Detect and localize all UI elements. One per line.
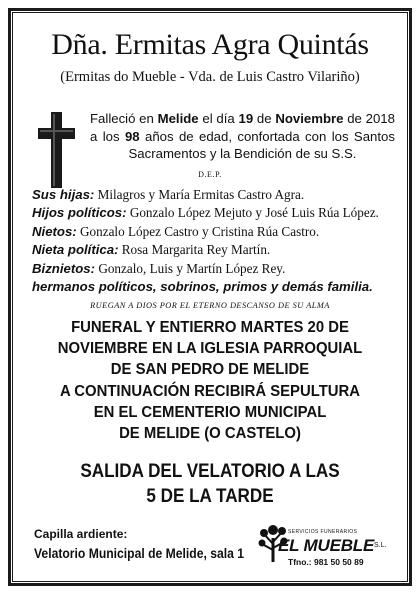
deceased-name: Dña. Ermitas Agra Quintás xyxy=(51,28,369,61)
logo-tagline: SERVICIOS FUNERARIOS xyxy=(288,529,358,535)
funeral-line: EN EL CEMENTERIO MUNICIPAL xyxy=(93,403,327,421)
family-line-hijas: Sus hijas: Milagros y María Ermitas Castro Agra. xyxy=(32,187,305,202)
family-line-nieta-politica: Nieta política: Rosa Margarita Rey Martín. xyxy=(32,242,271,258)
family-line-nietos: Nietos: Gonzalo López Castro y Cristina Rúa Castro. xyxy=(32,223,320,239)
logo-name: EL MUEBLE xyxy=(278,536,375,555)
death-place: Melide xyxy=(157,111,199,126)
chapel-label: Capilla ardiente: xyxy=(34,527,128,541)
salida-line: 5 DE LA TARDE xyxy=(146,486,274,507)
funeral-line: NOVIEMBRE EN LA IGLESIA PARROQUIAL xyxy=(57,340,363,358)
salida-line: SALIDA DEL VELATORIO A LAS xyxy=(80,461,340,482)
family-line-biznietos: Biznietos: Gonzalo, Luis y Martín López Rey. xyxy=(32,260,286,276)
family-line-hijos-politicos: Hijos políticos: Gonzalo López Mejuto y José Luis Rúa López. xyxy=(32,205,379,221)
funeral-line: A CONTINUACIÓN RECIBIRÁ SEPULTURA xyxy=(59,382,361,400)
logo-suffix: S.L. xyxy=(374,542,387,549)
funeral-line: DE SAN PEDRO DE MELIDE xyxy=(110,361,310,379)
death-month: Noviembre xyxy=(275,111,344,126)
salida-block xyxy=(21,459,399,509)
family-list xyxy=(32,186,402,296)
deceased-alias: (Ermitas do Mueble - Vda. de Luis Castro Vilariño) xyxy=(60,69,360,85)
funeral-home-logo xyxy=(258,520,408,570)
funeral-line: DE MELIDE (O CASTELO) xyxy=(119,425,301,443)
death-notice-text: Falleció en Melide el día 19 de Noviembre de 2018 a los 98 años de edad, confortada con los Santos Sacramentos y la Bendición de su S.S. xyxy=(90,111,395,161)
funeral-line: FUNERAL Y ENTIERRO MARTES 20 DE xyxy=(71,319,349,336)
logo-phone: Tfno.: 981 50 50 89 xyxy=(288,557,364,567)
age: 98 xyxy=(124,128,140,144)
family-line-others: hermanos políticos, sobrinos, primos y demás familia. xyxy=(32,279,373,295)
prayer-text: RUEGAN A DIOS POR EL ETERNO DESCANSO DE SU ALMA xyxy=(90,301,330,310)
chapel-place: Velatorio Municipal de Melide, sala 1 xyxy=(34,546,244,561)
funeral-block xyxy=(15,317,406,444)
death-day: 19 xyxy=(238,111,254,126)
dep-text: D.E.P. xyxy=(198,170,222,179)
